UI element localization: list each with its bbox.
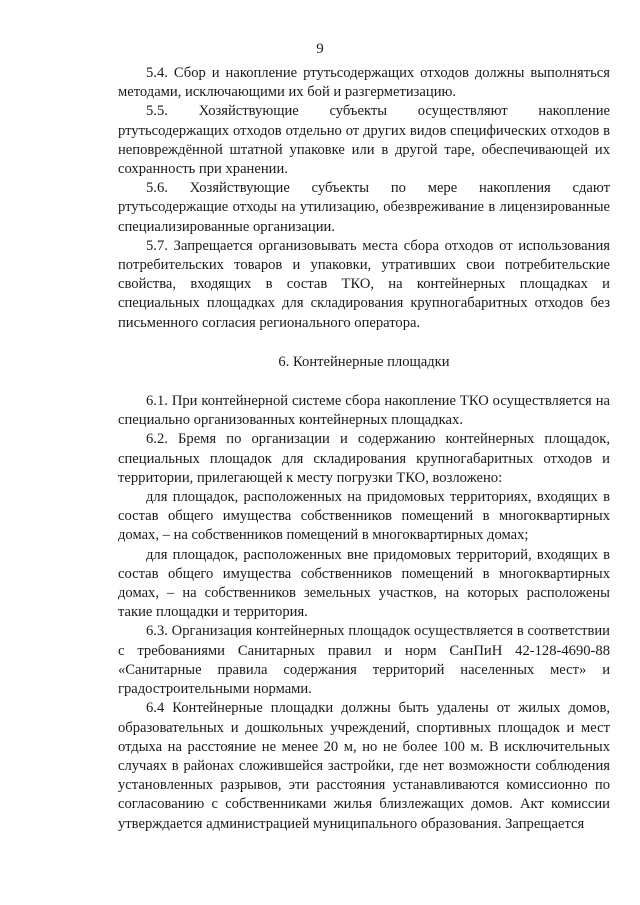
paragraph-5-5: 5.5. Хозяйствующие субъекты осуществляют накопление ртутьсодержащих отходов отдельно от других видов специфических отходов в неповреждённой штатной упаковке или в другой таре, обеспечивающей их сохранность при хранении. <box>118 103 610 178</box>
paragraph-6-2-item-2: для площадок, расположенных вне придомовых территорий, входящих в состав общего имущества собственников помещений в многоквартирных домах, – на собственников земельных участков, на которых расположены такие площадки и территория. <box>118 546 610 621</box>
paragraph-5-7: 5.7. Запрещается организовывать места сбора отходов от использования потребительских товаров и упаковки, утративших свои потребительские свойства, входящих в состав ТКО, на контейнерных площадках и специальных площадках для складирования крупногабаритных отходов без письменного согласия регионального оператора. <box>118 237 610 331</box>
page-number: 9 <box>316 41 324 57</box>
paragraph-6-2: 6.2. Бремя по организации и содержанию контейнерных площадок, специальных площадок для складирования крупногабаритных отходов и территории, прилегающей к месту погрузки ТКО, возложено: <box>118 431 610 486</box>
document-body <box>118 64 610 834</box>
section-heading-6: 6. Контейнерные площадки <box>278 353 450 370</box>
paragraph-5-4: 5.4. Сбор и накопление ртутьсодержащих отходов должны выполняться методами, исключающими их бой и разгерметизацию. <box>118 65 610 101</box>
paragraph-6-1: 6.1. При контейнерной системе сбора накопление ТКО осуществляется на специально организованных контейнерных площадках. <box>118 393 610 429</box>
paragraph-6-3: 6.3. Организация контейнерных площадок осуществляется в соответствии с требованиями Санитарных правил и норм СанПиН 42-128-4690-88 «Санитарные правила содержания территорий населенных мест» и градостроительными нормами. <box>118 623 610 698</box>
paragraph-6-4: 6.4 Контейнерные площадки должны быть удалены от жилых домов, образовательных и дошкольных учреждений, спортивных площадок и мест отдыха на расстояние не менее 20 м, но не более 100 м. В исключительных случаях в районах сложившейся застройки, где нет возможности соблюдения установленных разрывов, эти расстояния устанавливаются комиссионно по согласованию с собственниками жилья близлежащих домов. Акт комиссии утверждается администрацией муниципального образования. Запрещается <box>118 700 610 832</box>
paragraph-6-2-item-1: для площадок, расположенных на придомовых территориях, входящих в состав общего имущества собственников помещений в многоквартирных домах, – на собственников помещений в многоквартирных домах; <box>118 489 610 544</box>
paragraph-5-6: 5.6. Хозяйствующие субъекты по мере накопления сдают ртутьсодержащие отходы на утилизацию, обезвреживание в лицензированные специализированные организации. <box>118 180 610 235</box>
